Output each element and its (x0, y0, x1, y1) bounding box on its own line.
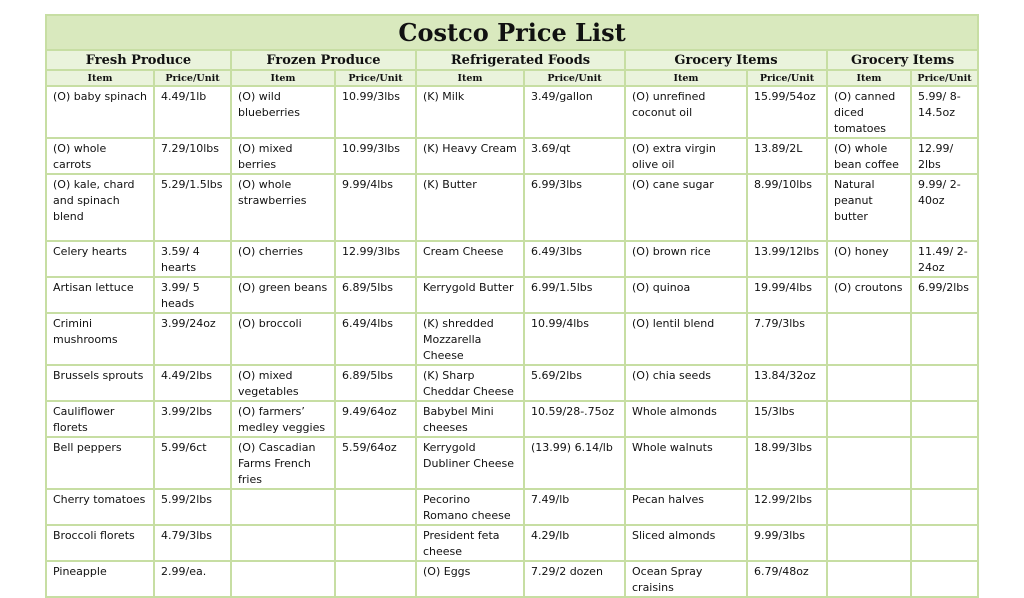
item-cell: Broccoli florets (46, 525, 154, 561)
item-cell: Artisan lettuce (46, 277, 154, 313)
item-cell: (O) brown rice (625, 241, 747, 277)
item-cell: Cherry tomatoes (46, 489, 154, 525)
item-cell: (O) chia seeds (625, 365, 747, 401)
item-cell: President feta cheese (416, 525, 524, 561)
price-cell: 6.89/5lbs (335, 277, 416, 313)
item-cell (827, 313, 911, 365)
item-cell: (O) broccoli (231, 313, 335, 365)
price-cell (335, 525, 416, 561)
item-column-header: Item (46, 70, 154, 86)
item-cell: (O) canned diced tomatoes (827, 86, 911, 138)
table-row (46, 437, 978, 489)
item-cell: (O) whole carrots (46, 138, 154, 174)
item-cell: (O) Cascadian Farms French fries (231, 437, 335, 489)
item-cell: Kerrygold Butter (416, 277, 524, 313)
price-cell: 12.99/ 2lbs (911, 138, 978, 174)
price-cell: 5.29/1.5lbs (154, 174, 231, 241)
price-cell: 7.29/2 dozen (524, 561, 625, 597)
item-cell: Pineapple (46, 561, 154, 597)
price-cell: 7.79/3lbs (747, 313, 827, 365)
item-cell: Natural peanut butter (827, 174, 911, 241)
price-cell: 6.99/1.5lbs (524, 277, 625, 313)
table-row (46, 489, 978, 525)
price-cell (911, 525, 978, 561)
item-column-header: Item (827, 70, 911, 86)
table-row (46, 365, 978, 401)
price-cell (911, 313, 978, 365)
price-cell: 4.79/3lbs (154, 525, 231, 561)
item-cell: (O) whole bean coffee (827, 138, 911, 174)
item-cell: (O) wild blueberries (231, 86, 335, 138)
price-cell: 6.49/3lbs (524, 241, 625, 277)
section-header: Refrigerated Foods (416, 50, 625, 70)
price-cell: 5.69/2lbs (524, 365, 625, 401)
item-cell (827, 365, 911, 401)
item-cell: Cream Cheese (416, 241, 524, 277)
price-column-header: Price/Unit (524, 70, 625, 86)
item-cell: Pecan halves (625, 489, 747, 525)
item-cell (231, 489, 335, 525)
item-cell: (O) whole strawberries (231, 174, 335, 241)
price-cell: 5.59/64oz (335, 437, 416, 489)
price-cell: 10.59/28-.75oz (524, 401, 625, 437)
price-cell: 12.99/2lbs (747, 489, 827, 525)
item-column-header: Item (231, 70, 335, 86)
item-cell: (O) baby spinach (46, 86, 154, 138)
price-cell: 10.99/3lbs (335, 86, 416, 138)
page-title: Costco Price List (46, 15, 978, 50)
price-list-table (45, 14, 979, 598)
price-cell (911, 401, 978, 437)
price-cell: 6.79/48oz (747, 561, 827, 597)
price-cell: 9.99/ 2-40oz (911, 174, 978, 241)
item-cell: (O) farmers’ medley veggies (231, 401, 335, 437)
price-cell: 6.89/5lbs (335, 365, 416, 401)
price-cell: 3.59/ 4 hearts (154, 241, 231, 277)
item-cell: (K) Heavy Cream (416, 138, 524, 174)
price-cell: 18.99/3lbs (747, 437, 827, 489)
price-cell (335, 561, 416, 597)
item-column-header: Item (625, 70, 747, 86)
table-row (46, 313, 978, 365)
item-cell: Whole almonds (625, 401, 747, 437)
price-cell: 13.99/12lbs (747, 241, 827, 277)
section-header: Frozen Produce (231, 50, 416, 70)
item-cell: Bell peppers (46, 437, 154, 489)
item-cell: (K) Milk (416, 86, 524, 138)
price-cell: 19.99/4lbs (747, 277, 827, 313)
item-cell: Ocean Spray craisins (625, 561, 747, 597)
price-cell: 15.99/54oz (747, 86, 827, 138)
item-cell: (O) unrefined coconut oil (625, 86, 747, 138)
price-cell: 3.99/24oz (154, 313, 231, 365)
price-cell: 13.84/32oz (747, 365, 827, 401)
table-row (46, 138, 978, 174)
item-cell: (O) quinoa (625, 277, 747, 313)
table-row (46, 86, 978, 138)
section-header: Grocery Items (827, 50, 978, 70)
price-cell: 6.99/3lbs (524, 174, 625, 241)
price-cell: 15/3lbs (747, 401, 827, 437)
column-header-row (46, 70, 978, 86)
price-column-header: Price/Unit (154, 70, 231, 86)
item-cell: (K) shredded Mozzarella Cheese (416, 313, 524, 365)
price-cell: 5.99/2lbs (154, 489, 231, 525)
price-column-header: Price/Unit (911, 70, 978, 86)
item-cell: (O) mixed vegetables (231, 365, 335, 401)
item-cell (231, 561, 335, 597)
price-cell: 3.49/gallon (524, 86, 625, 138)
price-cell: 8.99/10lbs (747, 174, 827, 241)
item-cell: Whole walnuts (625, 437, 747, 489)
table-row (46, 525, 978, 561)
price-column-header: Price/Unit (747, 70, 827, 86)
price-cell: 5.99/6ct (154, 437, 231, 489)
item-cell (827, 437, 911, 489)
item-cell: Pecorino Romano cheese (416, 489, 524, 525)
table-row (46, 241, 978, 277)
item-cell: (O) cane sugar (625, 174, 747, 241)
item-cell (827, 525, 911, 561)
table-row (46, 277, 978, 313)
price-cell: 9.99/3lbs (747, 525, 827, 561)
item-cell: Crimini mushrooms (46, 313, 154, 365)
price-cell: 4.49/1lb (154, 86, 231, 138)
price-cell: 4.29/lb (524, 525, 625, 561)
item-cell: (O) kale, chard and spinach blend (46, 174, 154, 241)
item-cell: (O) honey (827, 241, 911, 277)
price-cell: 3.69/qt (524, 138, 625, 174)
price-cell: 5.99/ 8-14.5oz (911, 86, 978, 138)
price-cell: 9.99/4lbs (335, 174, 416, 241)
item-cell: (K) Butter (416, 174, 524, 241)
item-cell: Sliced almonds (625, 525, 747, 561)
item-cell (827, 401, 911, 437)
section-header: Grocery Items (625, 50, 827, 70)
price-cell: 12.99/3lbs (335, 241, 416, 277)
price-cell (335, 489, 416, 525)
price-cell: 6.49/4lbs (335, 313, 416, 365)
item-cell (827, 489, 911, 525)
section-header: Fresh Produce (46, 50, 231, 70)
price-cell: 9.49/64oz (335, 401, 416, 437)
price-cell: 7.29/10lbs (154, 138, 231, 174)
item-cell: (O) extra virgin olive oil (625, 138, 747, 174)
price-cell: 6.99/2lbs (911, 277, 978, 313)
item-cell: (K) Sharp Cheddar Cheese (416, 365, 524, 401)
price-cell: 10.99/4lbs (524, 313, 625, 365)
item-cell: (O) lentil blend (625, 313, 747, 365)
price-cell (911, 365, 978, 401)
price-cell (911, 437, 978, 489)
item-cell: Cauliflower florets (46, 401, 154, 437)
price-cell: 2.99/ea. (154, 561, 231, 597)
price-cell: 3.99/ 5 heads (154, 277, 231, 313)
section-header-row (46, 50, 978, 70)
price-cell (911, 561, 978, 597)
price-cell: 13.89/2L (747, 138, 827, 174)
price-cell: 11.49/ 2-24oz (911, 241, 978, 277)
price-cell: 4.49/2lbs (154, 365, 231, 401)
item-cell: Brussels sprouts (46, 365, 154, 401)
table-row (46, 174, 978, 241)
item-cell: (O) cherries (231, 241, 335, 277)
price-cell (911, 489, 978, 525)
price-column-header: Price/Unit (335, 70, 416, 86)
price-cell: (13.99) 6.14/lb (524, 437, 625, 489)
item-cell: Celery hearts (46, 241, 154, 277)
item-cell: (O) Eggs (416, 561, 524, 597)
price-cell: 7.49/lb (524, 489, 625, 525)
item-column-header: Item (416, 70, 524, 86)
table-row (46, 561, 978, 597)
price-cell: 3.99/2lbs (154, 401, 231, 437)
item-cell: Babybel Mini cheeses (416, 401, 524, 437)
item-cell: Kerrygold Dubliner Cheese (416, 437, 524, 489)
item-cell: (O) green beans (231, 277, 335, 313)
item-cell: (O) mixed berries (231, 138, 335, 174)
item-cell: (O) croutons (827, 277, 911, 313)
price-cell: 10.99/3lbs (335, 138, 416, 174)
item-cell (827, 561, 911, 597)
item-cell (231, 525, 335, 561)
table-row (46, 401, 978, 437)
